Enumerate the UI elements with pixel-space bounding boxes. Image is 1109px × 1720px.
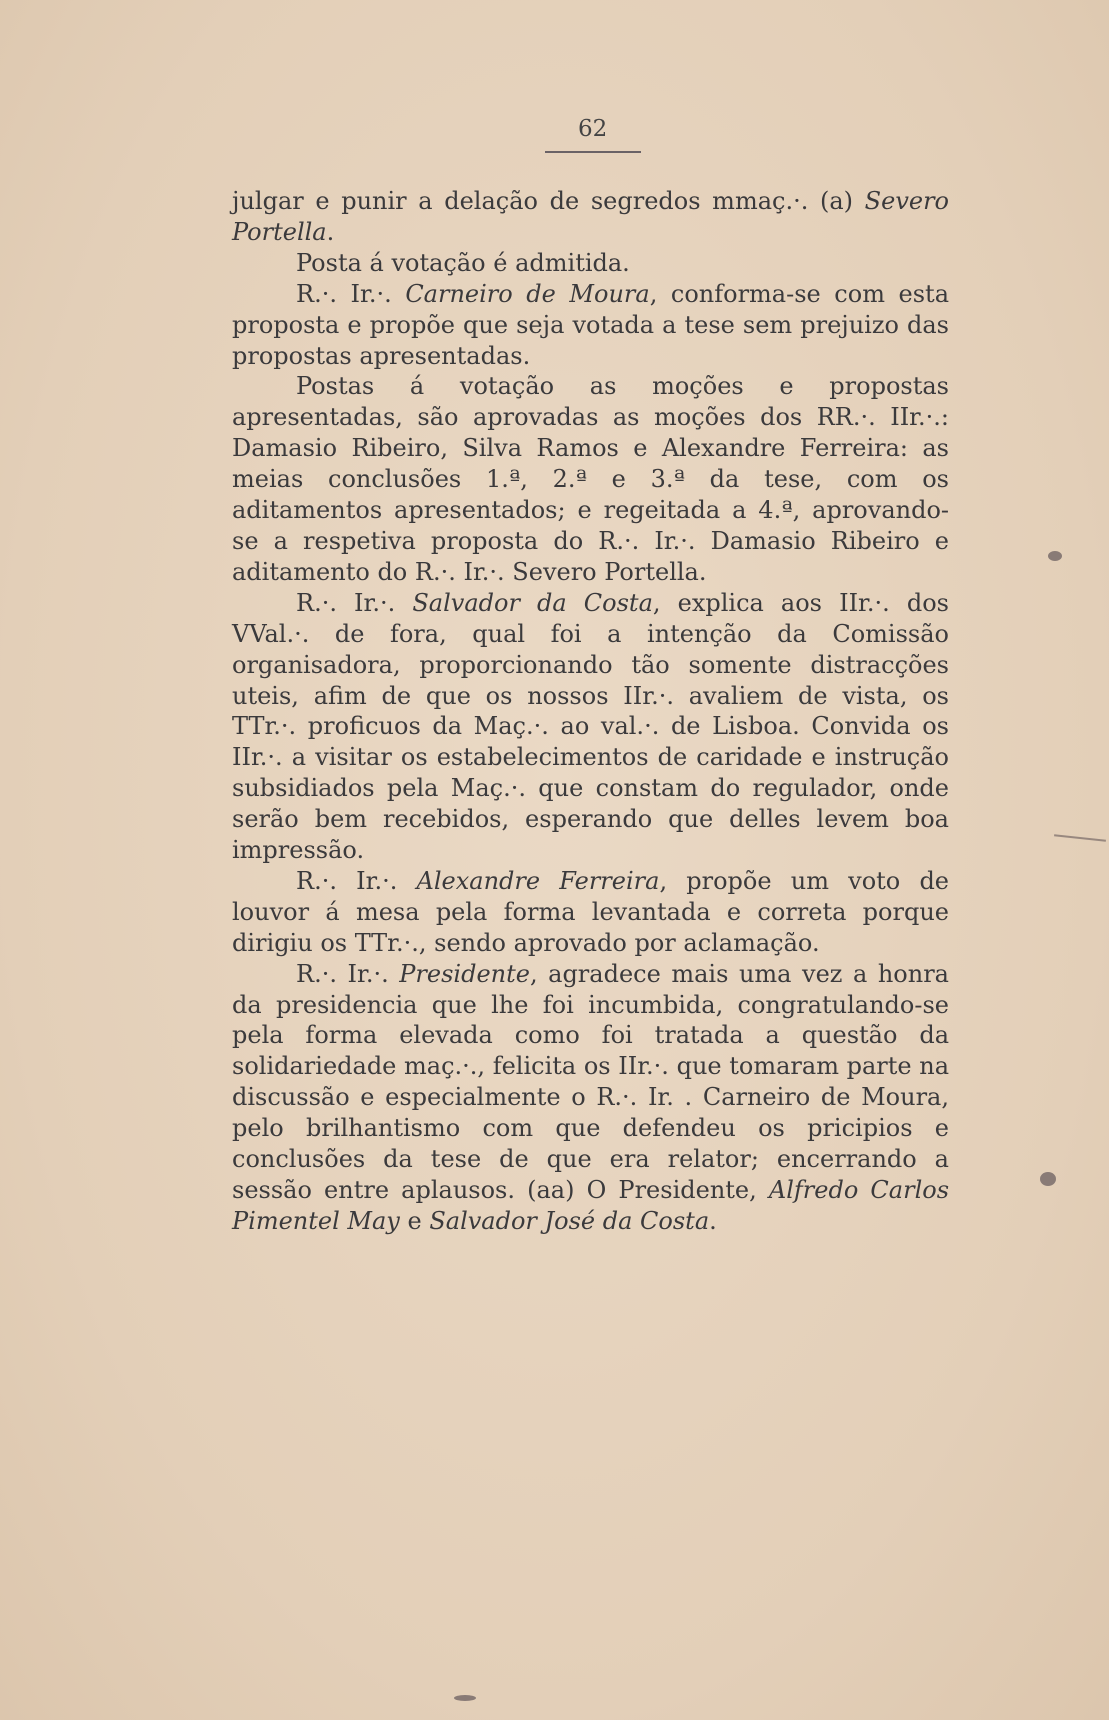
text-run: . (709, 1206, 717, 1235)
paragraph (232, 866, 949, 959)
text-run: R.·. Ir.·. (296, 866, 417, 895)
paragraph (232, 248, 949, 279)
paragraph (232, 279, 949, 372)
text-run: e (399, 1206, 430, 1235)
text-run: , agradece mais uma vez a honra da presidencia que lhe foi incumbida, congratulando-se pela forma elevada como foi tratada a questão da solidariedade maç.·., felicita os IIr.·. que tomaram parte na discussão e especialmente o R.·. Ir. . Carneiro de Moura, pelo brilhantismo com que defendeu os pricipios e conclusões da tese de que era relator; encerrando a sessão entre aplausos. (aa) O Presidente, (232, 959, 949, 1204)
paragraph (232, 186, 949, 248)
italic-name: Carneiro de Moura (405, 279, 650, 308)
text-run: Posta á votação é admitida. (296, 248, 630, 277)
page-number-rule (545, 151, 641, 153)
paragraph (232, 588, 949, 866)
text-run: R.·. Ir.·. (296, 279, 406, 308)
margin-mark (1054, 834, 1106, 841)
ink-speck (1048, 551, 1062, 561)
text-run: , explica aos IIr.·. dos VVal.·. de fora, qual foi a intenção da Comissão organisadora, proporcionando tão somente distracções uteis, afim de que os nossos IIr.·. avaliem de vista, os TTr.·. proficuos da Maç.·. ao val.·. de Lisboa. Convida os IIr.·. a visitar os estabelecimentos de caridade e instrução subsidiados pela Maç.·. que constam do regulador, onde serão bem recebidos, esperando que delles levem boa impressão. (232, 588, 949, 865)
text-run: , conforma-se com esta proposta e propõe que seja votada a tese sem prejuizo das propostas apresentadas. (232, 279, 949, 370)
body-text (232, 186, 949, 1237)
paragraph (232, 959, 949, 1237)
text-run: . (326, 217, 335, 246)
text-run: R.·. Ir.·. (296, 959, 400, 988)
italic-name: Presidente (399, 959, 530, 988)
paragraph (232, 371, 949, 587)
text-run: julgar e punir a delação de segredos mmaç.·. (a) (232, 187, 865, 215)
italic-name: Severo Portella (232, 187, 949, 246)
ink-speck (454, 1695, 476, 1701)
page-number: 62 (578, 116, 608, 142)
italic-name: Alfredo Carlos Pimentel May (232, 1176, 950, 1235)
ink-speck (1040, 1172, 1056, 1186)
text-run: , propõe um voto de louvor á mesa pela forma levantada e correta porque dirigiu os TTr.·., sendo aprovado por aclamação. (232, 866, 950, 957)
italic-name: Salvador da Costa (412, 588, 653, 617)
italic-name: Salvador José da Costa (429, 1206, 710, 1235)
italic-name: Alexandre Ferreira (416, 866, 660, 895)
text-run: Postas á votação as moções e propostas apresentadas, são aprovadas as moções dos RR.·. IIr.·.: Damasio Ribeiro, Silva Ramos e Alexandre Ferreira: as meias conclusões 1.ª, 2.ª e 3.ª da tese, com os aditamentos apresentados; e regeitada a 4.ª, aprovando-se a respetiva proposta do R.·. Ir.·. Damasio Ribeiro e aditamento do R.·. Ir.·. Severo Portella. (232, 372, 949, 586)
text-run: R.·. Ir.·. (296, 588, 413, 617)
